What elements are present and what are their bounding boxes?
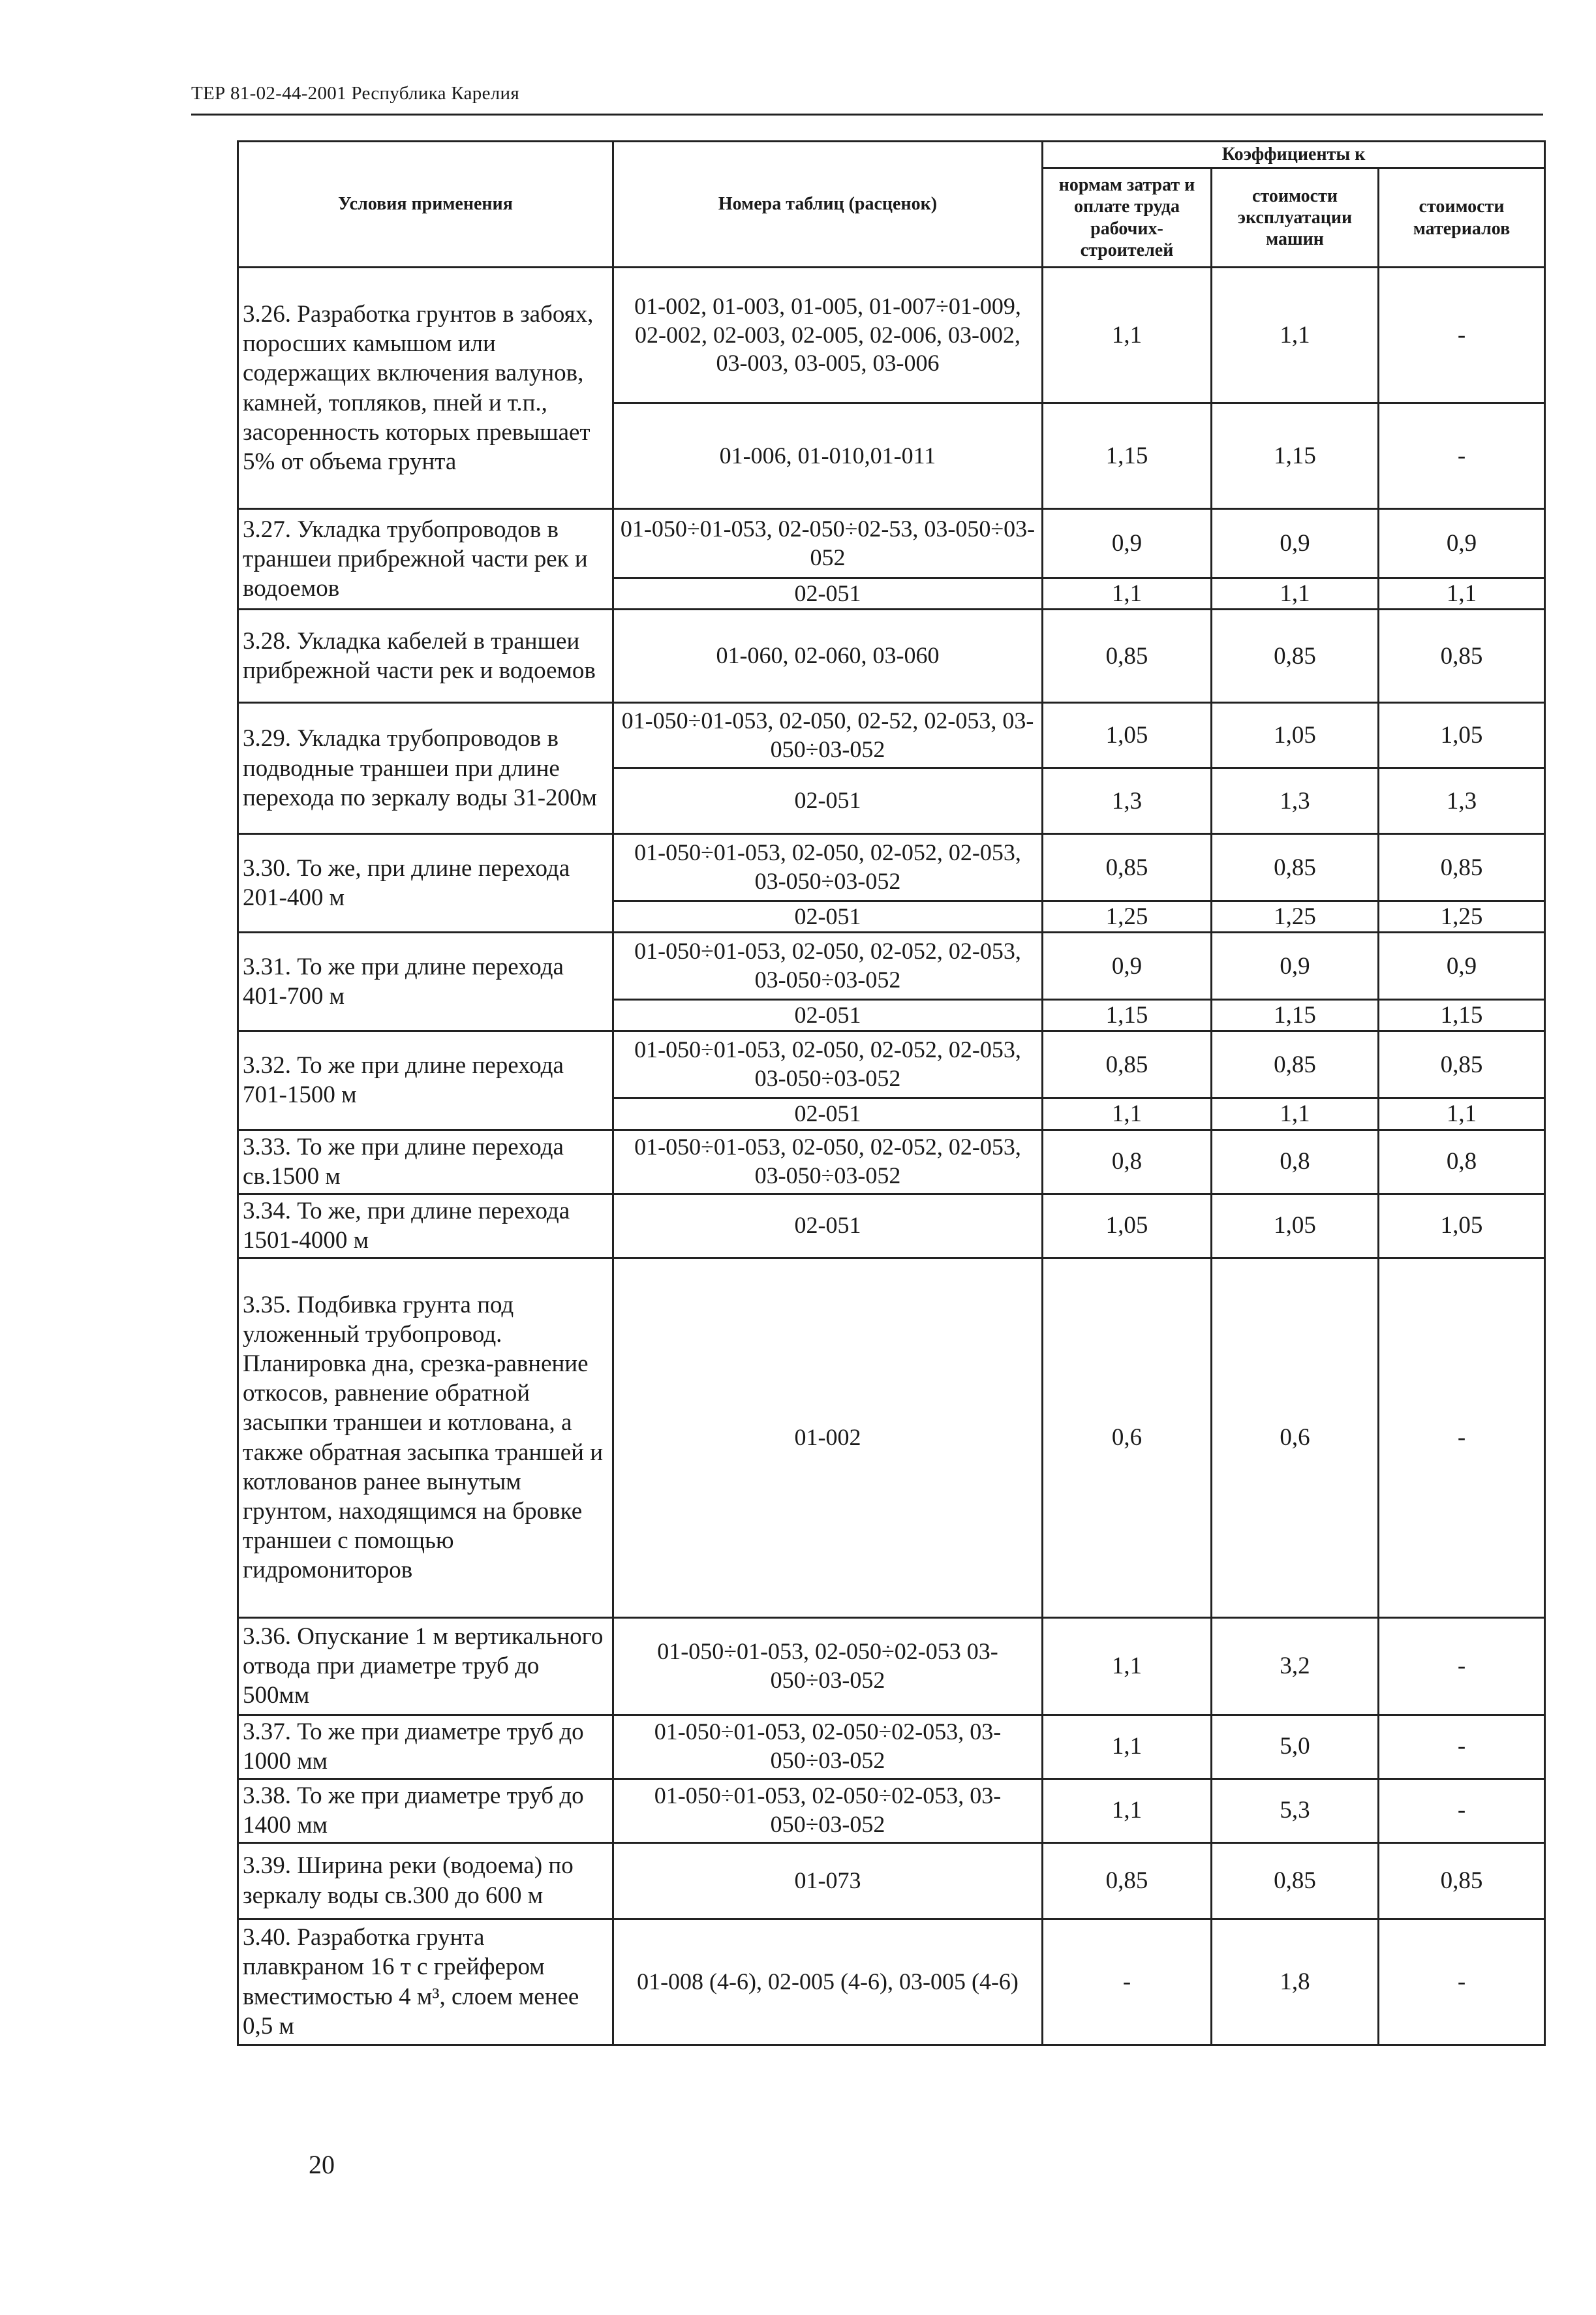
header-coefficients-group: Коэффициенты к (1043, 142, 1545, 168)
materials-coef-cell: 0,85 (1379, 610, 1545, 703)
labor-coef-cell: 0,9 (1043, 509, 1212, 578)
table-row (238, 1715, 1545, 1779)
labor-coef-cell: 0,85 (1043, 1842, 1212, 1919)
tables-cell: 01-073 (613, 1842, 1043, 1919)
labor-coef-cell: 0,85 (1043, 610, 1212, 703)
condition-cell: 3.39. Ширина реки (водоема) по зеркалу воды св.300 до 600 м (238, 1842, 613, 1919)
table-row (238, 1919, 1545, 2045)
table-row (238, 1258, 1545, 1617)
labor-coef-cell: - (1043, 1919, 1212, 2045)
tables-cell: 02-051 (613, 768, 1043, 834)
table-row (238, 509, 1545, 578)
materials-coef-cell: 1,05 (1379, 703, 1545, 768)
table-row (238, 1779, 1545, 1842)
materials-coef-cell: 1,05 (1379, 1194, 1545, 1258)
table-row (238, 1194, 1545, 1258)
tables-cell: 02-051 (613, 1000, 1043, 1031)
tables-cell: 01-008 (4-6), 02-005 (4-6), 03-005 (4-6) (613, 1919, 1043, 2045)
tables-cell: 01-050÷01-053, 02-050÷02-53, 03-050÷03-052 (613, 509, 1043, 578)
materials-coef-cell: - (1379, 1617, 1545, 1715)
machines-coef-cell: 0,6 (1212, 1258, 1379, 1617)
table-row (238, 703, 1545, 768)
labor-coef-cell: 1,1 (1043, 578, 1212, 610)
header-rule (191, 114, 1543, 116)
labor-coef-cell: 1,05 (1043, 703, 1212, 768)
condition-cell: 3.40. Разработка грунта плавкраном 16 т с грейфером вместимостью 4 м³, слоем менее 0,5 м (238, 1919, 613, 2045)
table-body (238, 268, 1545, 2045)
header-labor: нормам затрат и оплате труда рабочих-строителей (1043, 168, 1212, 268)
materials-coef-cell: 1,1 (1379, 1098, 1545, 1130)
machines-coef-cell: 0,8 (1212, 1130, 1379, 1194)
labor-coef-cell: 0,6 (1043, 1258, 1212, 1617)
tables-cell: 02-051 (613, 1194, 1043, 1258)
machines-coef-cell: 3,2 (1212, 1617, 1379, 1715)
materials-coef-cell: - (1379, 1258, 1545, 1617)
machines-coef-cell: 1,25 (1212, 901, 1379, 933)
header-tables: Номера таблиц (расценок) (613, 142, 1043, 268)
machines-coef-cell: 1,15 (1212, 1000, 1379, 1031)
materials-coef-cell: 1,15 (1379, 1000, 1545, 1031)
coefficients-table (237, 140, 1546, 2046)
tables-cell: 01-050÷01-053, 02-050, 02-52, 02-053, 03-050÷03-052 (613, 703, 1043, 768)
materials-coef-cell: 0,9 (1379, 933, 1545, 1000)
labor-coef-cell: 1,3 (1043, 768, 1212, 834)
machines-coef-cell: 0,85 (1212, 834, 1379, 901)
machines-coef-cell: 1,05 (1212, 1194, 1379, 1258)
machines-coef-cell: 5,0 (1212, 1715, 1379, 1779)
machines-coef-cell: 1,15 (1212, 403, 1379, 509)
tables-cell: 02-051 (613, 578, 1043, 610)
tables-cell: 01-002, 01-003, 01-005, 01-007÷01-009, 02-002, 02-003, 02-005, 02-006, 03-002, 03-003, 03-005, 03-006 (613, 268, 1043, 403)
labor-coef-cell: 1,1 (1043, 1779, 1212, 1842)
tables-cell: 02-051 (613, 901, 1043, 933)
condition-cell: 3.31. То же при длине перехода 401-700 м (238, 933, 613, 1031)
labor-coef-cell: 1,15 (1043, 1000, 1212, 1031)
machines-coef-cell: 0,85 (1212, 610, 1379, 703)
materials-coef-cell: 0,85 (1379, 1842, 1545, 1919)
tables-cell: 01-002 (613, 1258, 1043, 1617)
condition-cell: 3.28. Укладка кабелей в траншеи прибрежной части рек и водоемов (238, 610, 613, 703)
tables-cell: 01-050÷01-053, 02-050÷02-053 03-050÷03-052 (613, 1617, 1043, 1715)
materials-coef-cell: 0,85 (1379, 834, 1545, 901)
tables-cell: 01-050÷01-053, 02-050, 02-052, 02-053, 03-050÷03-052 (613, 933, 1043, 1000)
labor-coef-cell: 0,85 (1043, 1031, 1212, 1098)
labor-coef-cell: 1,05 (1043, 1194, 1212, 1258)
table-row (238, 834, 1545, 901)
labor-coef-cell: 1,1 (1043, 1098, 1212, 1130)
tables-cell: 01-050÷01-053, 02-050÷02-053, 03-050÷03-052 (613, 1779, 1043, 1842)
labor-coef-cell: 1,15 (1043, 403, 1212, 509)
tables-cell: 01-050÷01-053, 02-050, 02-052, 02-053, 03-050÷03-052 (613, 1031, 1043, 1098)
machines-coef-cell: 5,3 (1212, 1779, 1379, 1842)
header-materials: стоимости материалов (1379, 168, 1545, 268)
tables-cell: 01-050÷01-053, 02-050÷02-053, 03-050÷03-052 (613, 1715, 1043, 1779)
condition-cell: 3.35. Подбивка грунта под уложенный трубопровод. Планировка дна, срезка-равнение откосов, равнение обратной засыпки траншеи и котлована, а также обратная засыпка траншей и котлованов ранее вынутым грунтом, находящимся на бровке траншеи с помощью гидромониторов (238, 1258, 613, 1617)
labor-coef-cell: 1,1 (1043, 268, 1212, 403)
machines-coef-cell: 1,05 (1212, 703, 1379, 768)
labor-coef-cell: 1,1 (1043, 1715, 1212, 1779)
materials-coef-cell: 1,3 (1379, 768, 1545, 834)
table-row (238, 610, 1545, 703)
materials-coef-cell: - (1379, 1919, 1545, 2045)
condition-cell: 3.26. Разработка грунтов в забоях, поросших камышом или содержащих включения валунов, камней, топляков, пней и т.п., засоренность которых превышает 5% от объема грунта (238, 268, 613, 509)
tables-cell: 01-060, 02-060, 03-060 (613, 610, 1043, 703)
materials-coef-cell: - (1379, 268, 1545, 403)
machines-coef-cell: 0,9 (1212, 509, 1379, 578)
machines-coef-cell: 1,8 (1212, 1919, 1379, 2045)
condition-cell: 3.32. То же при длине перехода 701-1500 м (238, 1031, 613, 1130)
tables-cell: 01-006, 01-010,01-011 (613, 403, 1043, 509)
tables-cell: 01-050÷01-053, 02-050, 02-052, 02-053, 03-050÷03-052 (613, 1130, 1043, 1194)
table-row (238, 933, 1545, 1000)
materials-coef-cell: 1,25 (1379, 901, 1545, 933)
materials-coef-cell: 0,85 (1379, 1031, 1545, 1098)
table-row (238, 1617, 1545, 1715)
header-conditions: Условия применения (238, 142, 613, 268)
materials-coef-cell: - (1379, 1779, 1545, 1842)
table-row (238, 1130, 1545, 1194)
materials-coef-cell: - (1379, 403, 1545, 509)
machines-coef-cell: 1,1 (1212, 268, 1379, 403)
condition-cell: 3.33. То же при длине перехода св.1500 м (238, 1130, 613, 1194)
header-machines: стоимости эксплуатации машин (1212, 168, 1379, 268)
machines-coef-cell: 0,85 (1212, 1842, 1379, 1919)
labor-coef-cell: 0,8 (1043, 1130, 1212, 1194)
machines-coef-cell: 0,9 (1212, 933, 1379, 1000)
machines-coef-cell: 1,1 (1212, 1098, 1379, 1130)
labor-coef-cell: 0,9 (1043, 933, 1212, 1000)
materials-coef-cell: - (1379, 1715, 1545, 1779)
running-header: ТЕР 81-02-44-2001 Республика Карелия (191, 83, 520, 104)
table-row (238, 1842, 1545, 1919)
page-number: 20 (309, 2150, 335, 2179)
materials-coef-cell: 1,1 (1379, 578, 1545, 610)
labor-coef-cell: 0,85 (1043, 834, 1212, 901)
labor-coef-cell: 1,1 (1043, 1617, 1212, 1715)
condition-cell: 3.36. Опускание 1 м вертикального отвода при диаметре труб до 500мм (238, 1617, 613, 1715)
condition-cell: 3.29. Укладка трубопроводов в подводные траншеи при длине перехода по зеркалу воды 31-200м (238, 703, 613, 834)
labor-coef-cell: 1,25 (1043, 901, 1212, 933)
machines-coef-cell: 0,85 (1212, 1031, 1379, 1098)
tables-cell: 02-051 (613, 1098, 1043, 1130)
machines-coef-cell: 1,1 (1212, 578, 1379, 610)
materials-coef-cell: 0,9 (1379, 509, 1545, 578)
condition-cell: 3.27. Укладка трубопроводов в траншеи прибрежной части рек и водоемов (238, 509, 613, 610)
tables-cell: 01-050÷01-053, 02-050, 02-052, 02-053, 03-050÷03-052 (613, 834, 1043, 901)
condition-cell: 3.30. То же, при длине перехода 201-400 м (238, 834, 613, 933)
table-row (238, 268, 1545, 403)
materials-coef-cell: 0,8 (1379, 1130, 1545, 1194)
table-row (238, 1031, 1545, 1098)
condition-cell: 3.37. То же при диаметре труб до 1000 мм (238, 1715, 613, 1779)
condition-cell: 3.38. То же при диаметре труб до 1400 мм (238, 1779, 613, 1842)
condition-cell: 3.34. То же, при длине перехода 1501-4000 м (238, 1194, 613, 1258)
machines-coef-cell: 1,3 (1212, 768, 1379, 834)
